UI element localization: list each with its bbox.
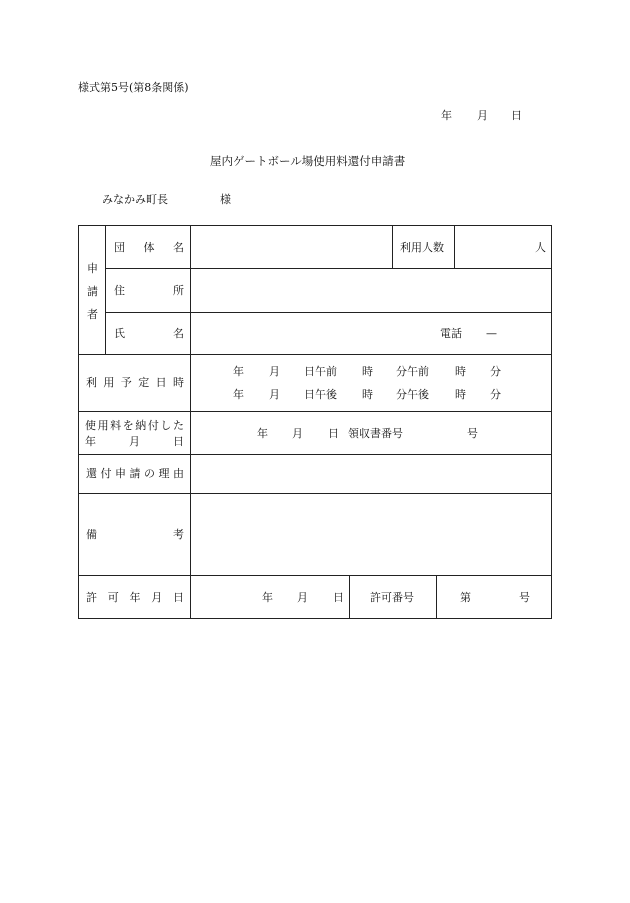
receipt-number-label: 領収書番号 bbox=[348, 427, 403, 440]
schedule-label: 利用予定日時 bbox=[86, 376, 184, 389]
permit-number-suffix: 号 bbox=[519, 591, 530, 604]
schedule-hour-end: 時 bbox=[455, 388, 466, 401]
users-count-field[interactable] bbox=[455, 226, 535, 268]
permit-date-day: 日 bbox=[333, 591, 344, 604]
schedule-min-end: 分 bbox=[490, 365, 501, 378]
schedule-min-end: 分 bbox=[490, 388, 501, 401]
form-number: 様式第5号(第8条関係) bbox=[78, 81, 189, 94]
paid-label-month: 月 bbox=[129, 435, 140, 448]
schedule-hour: 時 bbox=[362, 365, 373, 378]
paid-date-day: 日 bbox=[328, 427, 339, 440]
schedule-month: 月 bbox=[269, 388, 280, 401]
permit-date-label: 許可年月日 bbox=[86, 591, 184, 604]
applicant-label-char: 者 bbox=[87, 308, 98, 321]
date-day-label: 日 bbox=[511, 109, 522, 122]
applicant-label-char: 申 bbox=[87, 262, 98, 275]
addressee-honorific: 様 bbox=[220, 193, 231, 206]
receipt-number-unit: 号 bbox=[467, 427, 478, 440]
paid-date-year: 年 bbox=[257, 427, 268, 440]
permit-number-prefix: 第 bbox=[460, 591, 471, 604]
row-divider bbox=[78, 575, 552, 576]
users-label-left bbox=[392, 225, 393, 268]
schedule-month: 月 bbox=[269, 365, 280, 378]
remarks-label: 備考 bbox=[86, 528, 184, 541]
paid-label-year: 年 bbox=[85, 435, 96, 448]
schedule-hour: 時 bbox=[362, 388, 373, 401]
permit-number-label: 許可番号 bbox=[370, 591, 414, 604]
schedule-day-period: 日午後 bbox=[304, 388, 337, 401]
name-field[interactable] bbox=[191, 313, 431, 354]
permit-date-month: 月 bbox=[297, 591, 308, 604]
paid-label-day: 日 bbox=[173, 435, 184, 448]
schedule-min-period: 分午後 bbox=[396, 388, 429, 401]
row-divider bbox=[78, 411, 552, 412]
document-title: 屋内ゲートボール場使用料還付申請書 bbox=[210, 154, 406, 168]
group-name-label: 団体名 bbox=[114, 241, 184, 254]
address-label: 住所 bbox=[114, 284, 184, 297]
permit-date-right bbox=[349, 575, 350, 619]
address-field[interactable] bbox=[191, 269, 551, 312]
date-year-label: 年 bbox=[441, 109, 452, 122]
permit-number-right bbox=[436, 575, 437, 619]
phone-label: 電話 bbox=[440, 327, 462, 340]
phone-separator: — bbox=[486, 327, 497, 340]
schedule-year: 年 bbox=[233, 388, 244, 401]
row-divider bbox=[78, 354, 552, 355]
schedule-year: 年 bbox=[233, 365, 244, 378]
refund-reason-label: 還付申請の理由 bbox=[86, 467, 184, 480]
permit-date-year: 年 bbox=[262, 591, 273, 604]
paid-label-line2 bbox=[85, 436, 184, 447]
group-name-field[interactable] bbox=[191, 226, 392, 268]
applicant-label-char: 請 bbox=[87, 285, 98, 298]
users-unit: 人 bbox=[535, 241, 546, 254]
paid-label-line1: 使用料を納付した bbox=[85, 419, 184, 432]
refund-reason-field[interactable] bbox=[191, 455, 551, 493]
applicant-col-divider bbox=[105, 225, 106, 354]
schedule-day-period: 日午前 bbox=[304, 365, 337, 378]
users-count-label: 利用人数 bbox=[400, 241, 444, 254]
remarks-field[interactable] bbox=[191, 494, 551, 575]
name-label: 氏名 bbox=[114, 327, 184, 340]
date-month-label: 月 bbox=[477, 109, 488, 122]
schedule-hour-end: 時 bbox=[455, 365, 466, 378]
paid-date-month: 月 bbox=[292, 427, 303, 440]
addressee-name: みなかみ町長 bbox=[102, 193, 168, 206]
schedule-min-period: 分午前 bbox=[396, 365, 429, 378]
